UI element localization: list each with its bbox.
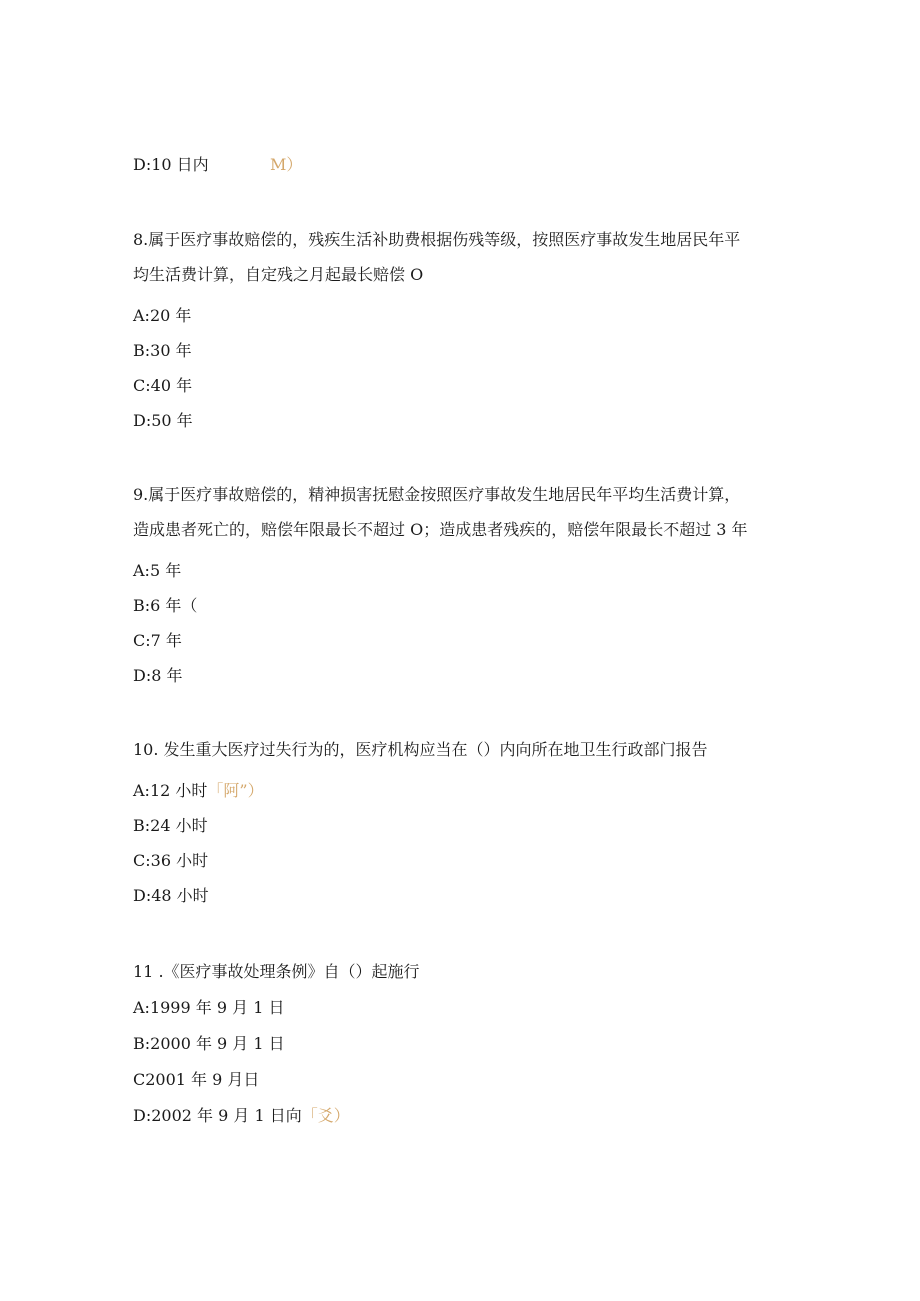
q9-stem-line1: 9.属于医疗事故赔偿的，精神损害抚慰金按照医疗事故发生地居民年平均生活费计算， — [133, 485, 741, 504]
q7-option-d-text: D:10 日内 — [133, 155, 209, 174]
q9-option-c: C:7 年 — [133, 631, 182, 650]
q11-option-b: B:2000 年 9 月 1 日 — [133, 1034, 285, 1053]
q10-option-c: C:36 小时 — [133, 851, 209, 870]
q10-option-b: B:24 小时 — [133, 816, 208, 835]
q10-stem: 10. 发生重大医疗过失行为的，医疗机构应当在（）内向所在地卫生行政部门报告 — [133, 740, 708, 759]
q8-option-c: C:40 年 — [133, 376, 193, 395]
q8-option-d: D:50 年 — [133, 411, 193, 430]
q11-option-a: A:1999 年 9 月 1 日 — [133, 998, 285, 1017]
q9-stem-line2: 造成患者死亡的，赔偿年限最长不超过 O；造成患者残疾的，赔偿年限最长不超过 3 年 — [133, 520, 748, 539]
q11-option-c: C2001 年 9 月日 — [133, 1070, 260, 1089]
q7-answer-mark: M） — [270, 155, 303, 174]
q9-option-b: B:6 年（ — [133, 596, 198, 615]
q9-option-a: A:5 年 — [133, 561, 182, 580]
q11-stem: 11 .《医疗事故处理条例》自（）起施行 — [133, 962, 420, 981]
q7-option-d — [133, 155, 303, 175]
q9-option-d: D:8 年 — [133, 666, 183, 685]
q10-option-a — [133, 781, 264, 801]
q11-option-d — [133, 1106, 350, 1126]
q8-option-b: B:30 年 — [133, 341, 192, 360]
q11-answer-mark: 「爻） — [301, 1106, 350, 1125]
q8-option-a: A:20 年 — [133, 306, 192, 325]
q8-stem-line2: 均生活费计算，自定残之月起最长赔偿 O — [133, 265, 424, 284]
q10-option-d: D:48 小时 — [133, 886, 209, 905]
q8-stem-line1: 8.属于医疗事故赔偿的，残疾生活补助费根据伤残等级，按照医疗事故发生地居民年平 — [133, 230, 741, 249]
q10-answer-mark: 「阿”） — [207, 781, 264, 800]
q10-option-a-text: A:12 小时 — [133, 781, 208, 800]
q11-option-d-text: D:2002 年 9 月 1 日向 — [133, 1106, 302, 1125]
